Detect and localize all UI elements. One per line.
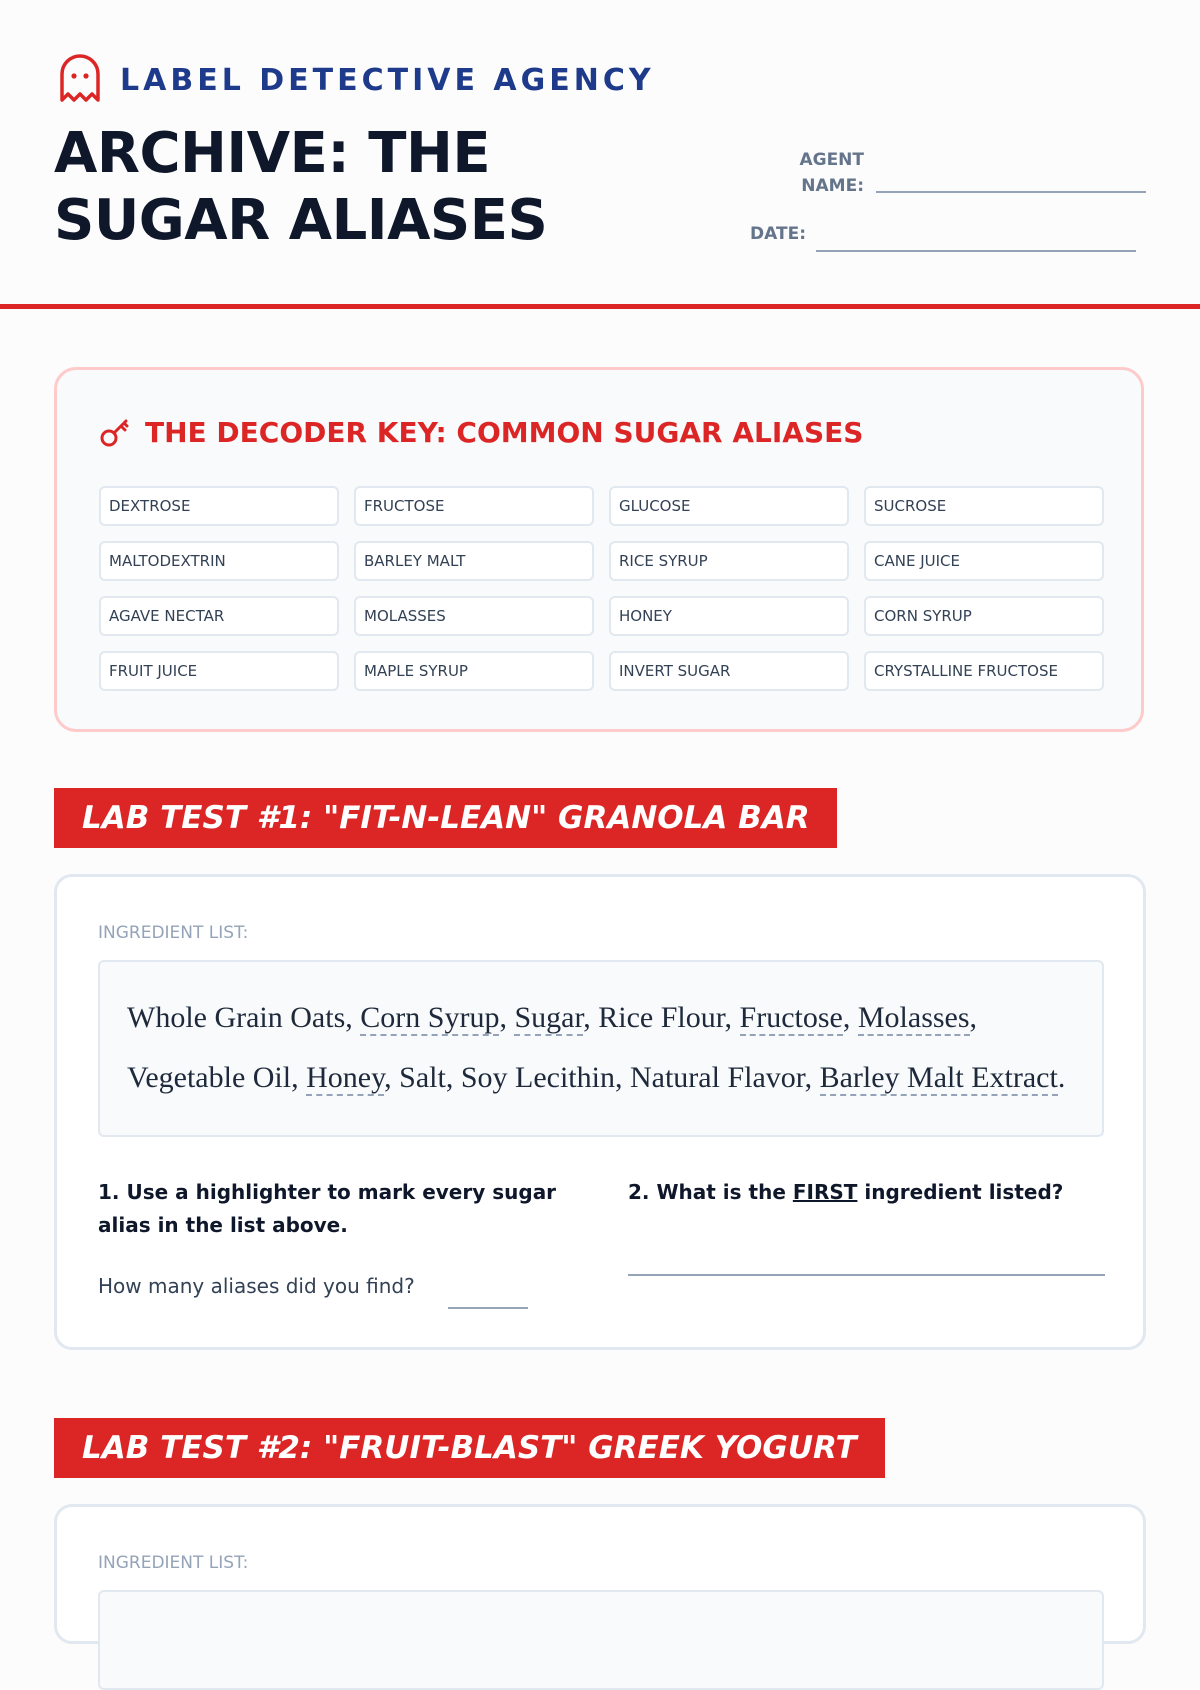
ingredient-list-label: INGREDIENT LIST: [98, 1553, 249, 1573]
date-field[interactable] [816, 250, 1136, 252]
question-2-suffix: ingredient listed? [857, 1180, 1064, 1204]
alias-chip: CRYSTALLINE FRUCTOSE [864, 651, 1104, 691]
ingredient: Whole Grain Oats [127, 1001, 346, 1034]
alias-chip: CANE JUICE [864, 541, 1104, 581]
ingredient-list-box [98, 1590, 1104, 1690]
page-title-line-1: ARCHIVE: THE [54, 121, 491, 186]
key-icon [99, 417, 131, 449]
alias-chip: INVERT SUGAR [609, 651, 849, 691]
lab-test-1-card [54, 874, 1146, 1350]
ingredient-sugar-alias: Honey [306, 1061, 385, 1094]
ingredient: Salt [399, 1061, 446, 1094]
ingredient-list-box [98, 960, 1104, 1137]
lab-test-2-card [54, 1504, 1146, 1644]
alias-chip: MAPLE SYRUP [354, 651, 594, 691]
ingredient-sugar-alias: Fructose [739, 1001, 843, 1034]
question-2 [628, 1176, 1108, 1209]
alias-chip: SUCROSE [864, 486, 1104, 526]
alias-count-field[interactable] [448, 1307, 528, 1309]
alias-chip: MOLASSES [354, 596, 594, 636]
alias-count-prompt: How many aliases did you find? [98, 1274, 415, 1298]
lab-test-2-banner: LAB TEST #2: "FRUIT-BLAST" GREEK YOGURT [54, 1418, 885, 1478]
decoder-title: THE DECODER KEY: COMMON SUGAR ALIASES [145, 416, 864, 449]
ingredient-list-label: INGREDIENT LIST: [98, 923, 249, 943]
agent-label-line-2: NAME: [801, 176, 864, 196]
question-1-line-1: 1. Use a highlighter to mark every sugar [98, 1180, 557, 1204]
ingredient: Vegetable Oil [127, 1061, 292, 1094]
ingredient: Rice Flour [598, 1001, 725, 1034]
lab-test-1-banner: LAB TEST #1: "FIT-N-LEAN" GRANOLA BAR [54, 788, 837, 848]
ingredient-list-text: Whole Grain Oats, Corn Syrup, Sugar, Rice Flour, Fructose, Molasses, Vegetable Oil, Honey, Salt, Soy Lecithin, Natural Flavor, Barley Malt Extract. [127, 1001, 1066, 1094]
agent-label-line-1: AGENT [799, 150, 864, 170]
worksheet-header [0, 0, 1200, 308]
alias-chip: RICE SYRUP [609, 541, 849, 581]
alias-chip: HONEY [609, 596, 849, 636]
question-2-emphasis: FIRST [792, 1180, 858, 1204]
ghost-icon [58, 54, 102, 106]
header-divider [0, 304, 1200, 309]
alias-chip: BARLEY MALT [354, 541, 594, 581]
question-1 [98, 1176, 568, 1242]
agent-name-label [760, 147, 864, 199]
ingredient-sugar-alias: Corn Syrup [360, 1001, 500, 1034]
ingredient: Natural Flavor [629, 1061, 805, 1094]
alias-chip: AGAVE NECTAR [99, 596, 339, 636]
ingredient-sugar-alias: Sugar [514, 1001, 584, 1034]
decoder-header [99, 416, 863, 449]
alias-chip: MALTODEXTRIN [99, 541, 339, 581]
alias-chip: GLUCOSE [609, 486, 849, 526]
agency-brand [58, 54, 655, 106]
alias-chip: CORN SYRUP [864, 596, 1104, 636]
first-ingredient-field[interactable] [628, 1274, 1105, 1276]
alias-chip: FRUCTOSE [354, 486, 594, 526]
decoder-key-panel [54, 367, 1144, 732]
question-1-line-2: alias in the list above. [98, 1213, 348, 1237]
page-title-line-2: SUGAR ALIASES [54, 188, 548, 253]
ingredient-sugar-alias: Barley Malt Extract [819, 1061, 1058, 1094]
ingredient-sugar-alias: Molasses [857, 1001, 970, 1034]
agent-name-field[interactable] [876, 191, 1146, 193]
alias-chip: FRUIT JUICE [99, 651, 339, 691]
alias-grid [99, 486, 1104, 691]
ingredient: Soy Lecithin [460, 1061, 615, 1094]
alias-chip: DEXTROSE [99, 486, 339, 526]
date-label: DATE: [750, 224, 806, 244]
agency-name: LABEL DETECTIVE AGENCY [120, 62, 655, 98]
question-2-prefix: 2. What is the [628, 1180, 793, 1204]
page-title [54, 120, 654, 254]
